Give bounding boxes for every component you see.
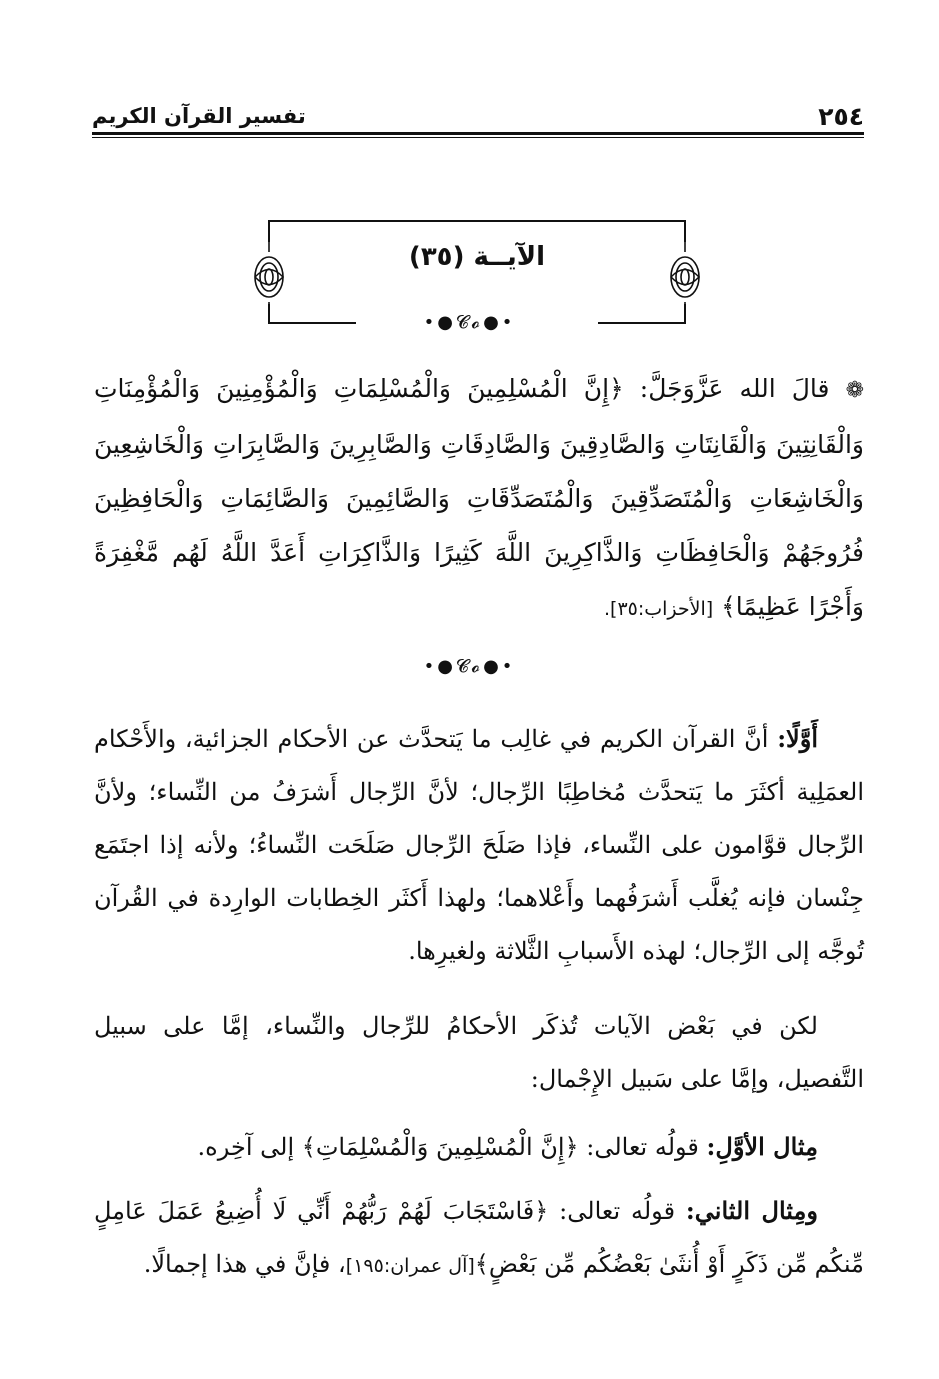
- ornament-divider-2: •●𝓒𝓸●•: [423, 656, 516, 677]
- verse-reference: [الأحزاب:٣٥].: [603, 598, 714, 620]
- ornament-divider: •●𝓒𝓸●•: [423, 312, 516, 333]
- open-bracket: ﴿: [609, 374, 624, 403]
- verse-text: إِنَّ الْمُسْلِمِينَ وَالْمُسْلِمَاتِ وَالْمُؤْمِنِينَ وَالْمُؤْمِنَاتِ وَالْقَانِتِينَ وَالْقَانِتَاتِ وَالصَّادِقِينَ وَالصَّادِقَاتِ وَالصَّابِرِينَ وَالصَّابِرَاتِ وَالْخَاشِعِينَ وَالْخَاشِعَاتِ وَالْمُتَصَدِّقِينَ وَالْمُتَصَدِّقَاتِ وَالصَّائِمِينَ وَالصَّائِمَاتِ وَالْحَافِظِينَ فُرُوجَهُمْ وَالْحَافِظَاتِ وَالذَّاكِرِينَ اللَّهَ كَثِيرًا وَالذَّاكِرَاتِ أَعَدَّ اللَّهُ لَهُم مَّغْفِرَةً وَأَجْرًا عَظِيمًا: [94, 374, 864, 621]
- verse-intro: قالَ الله عَزَّوَجَلَّ:: [639, 374, 830, 403]
- example-lead: ومِثال الثاني:: [685, 1196, 818, 1225]
- paragraph-text: لكن في بَعْض الآيات تُذكَر الأحكامُ للرِّجال والنِّساء، إمَّا على سبيل التَّفصيل، وإمَّا على سَبيل الإِجْمال:: [94, 1012, 864, 1093]
- paragraph-text: أنَّ القرآن الكريم في غالِب ما يَتحدَّث عن الأحكام الجزائية، والأَحْكام العمَلِية أكثَرَ ما يَتحدَّث مُخاطِبًا الرِّجال؛ لأنَّ الرِّجال أَشرَفُ من النِّساء؛ ولأنَّ الرِّجال قوَّامون على النِّساء، فإذا صَلَحَ الرِّجال صَلَحَت النِّساءُ؛ ولأنه إذا اجتَمَع جِنْسان فإنه يُغلَّب أَشرَفُهما وأَعْلاهما؛ ولهذا أَكثَر الخِطابات الوارِدة في القُرآن تُوجَّه إلى الرِّجال؛ لهذه الأَسبابِ الثَّلاثة ولغيرِها.: [94, 725, 864, 965]
- example-quote: فَاسْتَجَابَ لَهُمْ رَبُّهُمْ أَنِّي لَا أُضِيعُ عَمَلَ عَامِلٍ مِّنكُم مِّن ذَكَرٍ أَوْ أُنثَىٰ بَعْضُكُم مِّن بَعْضٍ: [94, 1197, 864, 1278]
- example-text: قولُه تعالى:: [586, 1133, 699, 1161]
- open-bracket: ﴿: [534, 1197, 549, 1225]
- flower-bullet-icon: ❁: [845, 378, 865, 403]
- paragraph-first: [94, 712, 864, 978]
- frame-right-top-tick: [684, 220, 686, 242]
- frame-top-line: [268, 220, 686, 222]
- section-title: الآيــة (٣٥): [408, 242, 546, 272]
- example-lead: مِثال الأوَّلِ:: [706, 1132, 818, 1161]
- book-title: تفسير القرآن الكريم: [92, 104, 306, 128]
- example-end: ، فإنَّ في هذا إجمالًا.: [143, 1250, 346, 1278]
- section-title-frame: [268, 220, 686, 324]
- example-end: إلى آخِره.: [197, 1133, 295, 1161]
- page-number: ٢٥٤: [818, 101, 864, 131]
- verse-quote: [94, 362, 864, 636]
- example-quote: إِنَّ الْمُسْلِمِينَ وَالْمُسْلِمَاتِ: [315, 1133, 565, 1161]
- close-bracket: ﴾: [721, 592, 736, 621]
- open-bracket: ﴿: [564, 1133, 579, 1161]
- example-second: [94, 1184, 864, 1293]
- paragraph-second: [94, 1000, 864, 1106]
- close-bracket: ﴾: [301, 1133, 316, 1161]
- example-text: قولُه تعالى:: [559, 1197, 676, 1225]
- paragraph-lead: أَوَّلًا:: [777, 724, 818, 753]
- header-rule: [92, 132, 864, 138]
- example-reference: [آل عمران:١٩٥]: [345, 1255, 475, 1277]
- page-header: [92, 96, 864, 136]
- frame-left-top-tick: [268, 220, 270, 242]
- close-bracket: ﴾: [474, 1250, 489, 1278]
- example-first: [94, 1120, 864, 1174]
